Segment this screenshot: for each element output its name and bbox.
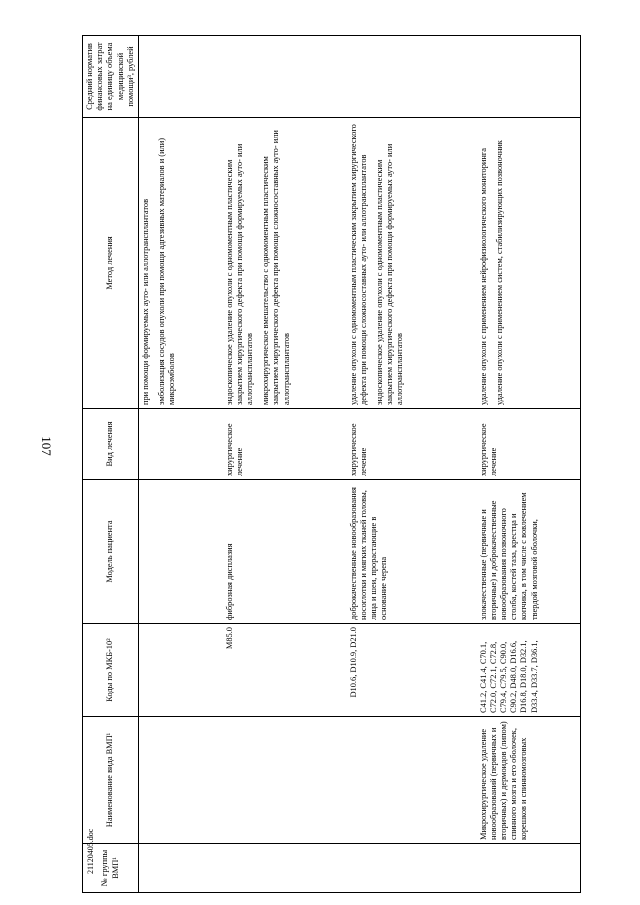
header-icd-codes: Коды по МКБ-10² [83,624,139,717]
cell-cost [477,36,581,118]
header-group-number: № группы ВМП¹ [83,844,139,893]
cell-codes: C41.2, C41.4, C70.1, C72.0, C72.1, C72.8, C79.4, C79.5, C90.0, C90.2, D48.0, D16.6, D16.8, D18.0, D32.1, D33.4, D33.7, D36.1, [477,624,581,717]
cell-model: доброкачественные новообразования носоглотки и мягких тканей головы, лица и шеи, прорастающие в основание черепа [347,480,477,624]
cell-cost [223,36,347,118]
treatment-method: эндоскопическое удаление опухоли с одномоментным пластическим закрытием хирургического дефекта при помощи формируемых ауто- или аллотрансплантатов [224,143,254,405]
treatment-method: удаление опухоли с применением систем, стабилизирующих позвоночник [494,140,504,405]
cell-name [223,717,347,844]
header-treatment-method: Метод лечения [83,118,139,409]
footer-document-code: 21120405.doc [86,828,95,874]
page-number: 107 [38,436,54,456]
cell-methods [477,118,581,409]
rotated-page-content [82,42,617,893]
vmp-table [82,35,581,893]
table-header-row [83,36,139,893]
cell-methods [347,118,477,409]
cell-group [139,844,223,893]
cell-type: хирургическое лечение [477,409,581,480]
cell-codes: D10.6, D10.9, D21.0 [347,624,477,717]
treatment-method: удаление опухоли с применением нейрофизиологического мониторинга [478,148,488,405]
cell-name [139,717,223,844]
cell-cost [139,36,223,118]
table-row [223,36,347,893]
cell-group [477,844,581,893]
cell-type [139,409,223,480]
cell-methods [139,118,223,409]
cell-group [347,844,477,893]
cell-codes: M85.0 [223,624,347,717]
table-row [347,36,477,893]
table-row [477,36,581,893]
cell-model [139,480,223,624]
header-average-cost: Средний норматив финансовых затрат на единицу объема медицинской помощи³, рублей [83,36,139,118]
cell-model: фиброзная дисплазия [223,480,347,624]
cell-name: Микрохирургическое удаление новообразований (первичных и вторичных) и дермоидов (липом) спинного мозга и его оболочек, корешков и спинномозговых [477,717,581,844]
header-treatment-type: Вид лечения [83,409,139,480]
cell-group [223,844,347,893]
cell-cost [347,36,477,118]
cell-methods [223,118,347,409]
cell-model: злокачественные (первичные и вторичные) и доброкачественные новообразования позвоночного столба, костей таза, крестца и копчика, в том числе с вовлечением твердой мозговой оболочки, [477,480,581,624]
treatment-method: удаление опухоли с одномоментным пластическим закрытием хирургического дефекта при помощи сложносоставных ауто- или аллотрансплантатов [348,124,368,405]
cell-type: хирургическое лечение [223,409,347,480]
table-row [139,36,223,893]
cell-codes [139,624,223,717]
treatment-method: эмболизация сосудов опухоли при помощи адгезивных материалов и (или) микроэмболов [157,137,177,405]
treatment-method: эндоскопическое удаление опухоли с одномоментным пластическим закрытием хирургического дефекта при помощи формируемых ауто- или аллотрансплантатов [374,143,405,405]
header-patient-model: Модель пациента [83,480,139,624]
header-vmp-name: Наименование вида ВМП¹ [83,717,139,844]
treatment-method: при помощи формируемых ауто- или аллотрансплантатов [141,198,151,405]
cell-name [347,717,477,844]
cell-type: хирургическое лечение [347,409,477,480]
treatment-method: микрохирургическое вмешательство с одномоментным пластическим закрытием хирургического дефекта при помощи сложносоставных ауто- или аллотрансплантатов [261,130,291,405]
